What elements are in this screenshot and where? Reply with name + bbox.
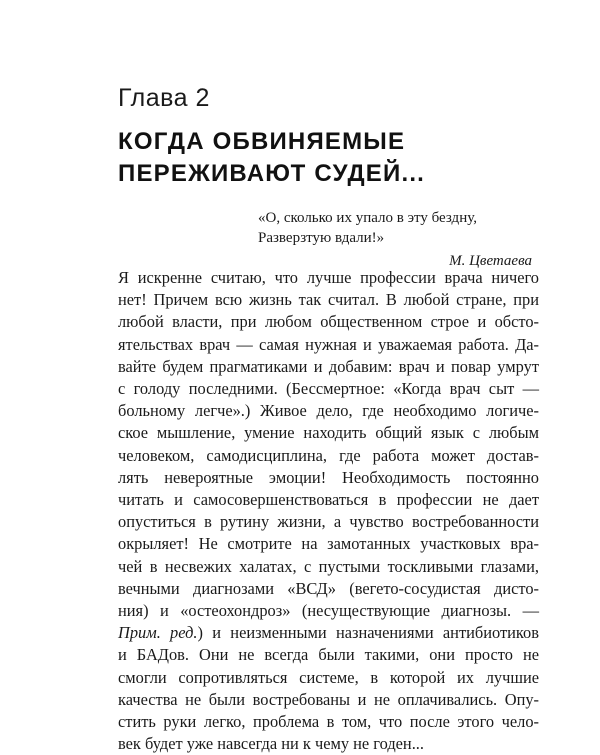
text-line: больному легче».) Живое дело, где необходимо логиче- xyxy=(118,401,539,421)
chapter-title-line: ПЕРЕЖИВАЮТ СУДЕЙ... xyxy=(118,160,426,187)
text-line: опуститься в рутину жизни, а чувство востребованности xyxy=(118,512,539,532)
epigraph-line: Разверзтую вдали!» xyxy=(258,229,385,246)
text-line: ское мышление, умение находить общий язык с любым xyxy=(118,423,539,443)
chapter-label: Глава 2 xyxy=(118,84,210,112)
body-paragraph xyxy=(118,267,539,755)
text-line: смогли сопротивляться системе, в которой их лучшие xyxy=(118,667,539,687)
text-fragment: ) и неизменными назначениями антибиотиков xyxy=(197,623,539,643)
text-line: ятельствах врач — самая нужная и уважаемая работа. Да- xyxy=(118,334,539,354)
text-line: читать и самосовершенствоваться в профессии не дает xyxy=(118,490,539,510)
text-line: век будет уже навсегда ни к чему не годен... xyxy=(118,734,424,754)
text-line: человеком, самодисциплина, где работа может достав- xyxy=(118,445,539,465)
text-line: любой власти, при любом общественном строе и обсто- xyxy=(118,312,539,332)
text-line: качества не были востребованы и не оплачивались. Опу- xyxy=(118,689,539,709)
text-line: и БАДов. Они не всегда были такими, они просто не xyxy=(118,645,539,665)
text-line: стить руки легко, проблема в том, что после этого чело- xyxy=(118,712,539,732)
text-line: Я искренне считаю, что лучше профессии врача ничего xyxy=(118,268,539,287)
text-line: лять невероятные эмоции! Необходимость постоянно xyxy=(118,467,539,487)
text-line: вайте будем прагматиками и добавим: врач и повар умрут xyxy=(118,356,539,376)
text-line-with-note xyxy=(118,622,539,644)
epigraph xyxy=(258,209,538,272)
text-line: ния) и «остеохондроз» (несуществующие диагнозы. — xyxy=(118,601,539,621)
editor-note: Прим. ред. xyxy=(118,623,198,643)
chapter-title-line: КОГДА ОБВИНЯЕМЫЕ xyxy=(118,128,406,155)
epigraph-author: М. Цветаева xyxy=(449,253,532,269)
text-line: с голоду последними. (Бессмертное: «Когда врач сыт — xyxy=(118,379,539,399)
text-line: чей в несвежих халатах, с пустыми тоскливыми глазами, xyxy=(118,556,539,576)
epigraph-line: «О, сколько их упало в эту бездну, xyxy=(258,210,477,226)
chapter-title xyxy=(118,126,538,190)
text-line: вечными диагнозами «ВСД» (вегето-сосудистая дисто- xyxy=(118,578,539,598)
text-line: окрыляет! Не смотрите на замотанных участковых вра- xyxy=(118,534,539,554)
text-line: нет! Причем всю жизнь так считал. В любой стране, при xyxy=(118,290,539,310)
